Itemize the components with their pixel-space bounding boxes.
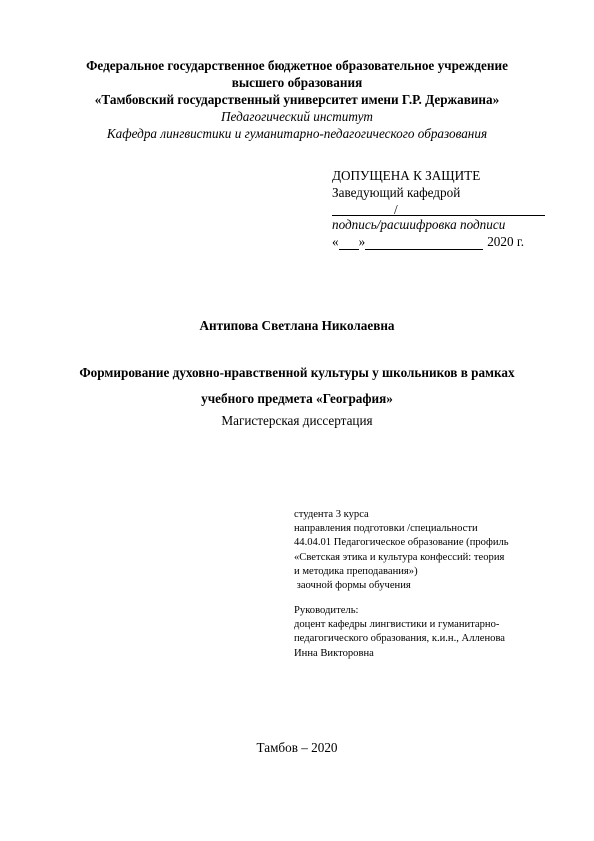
date-line [332,233,547,250]
supervisor-line: Инна Викторовна [294,647,374,659]
signature-name-blank [398,201,545,216]
supervisor-line: доцент кафедры лингвистики и гуманитарно- [294,619,500,631]
student-info-line: «Светская этика и культура конфессий: теория [294,551,505,563]
header-line-5: Кафедра лингвистики и гуманитарно-педагогического образования [106,126,488,141]
student-info-line: направления подготовки /специальности [294,523,478,535]
thesis-title-line-2: учебного предмета «География» [201,391,393,406]
city-year: Тамбов – 2020 [256,740,338,755]
header-line-2: высшего образования [231,75,363,90]
approval-block [332,167,547,250]
signature-blank [332,201,394,216]
supervisor-info [294,604,554,661]
signature-caption: подпись/расшифровка подписи [332,217,506,232]
month-blank [365,235,483,250]
header-line-3: «Тамбовский государственный университет имени Г.Р. Державина» [94,92,500,107]
thesis-type: Магистерская диссертация [221,413,373,428]
institution-header [60,57,534,142]
student-info [294,508,554,593]
thesis-title [60,360,534,412]
student-info-line: заочной формы обучения [294,580,411,592]
student-info-line: студента 3 курса [294,509,369,520]
thesis-title-line-1: Формирование духовно-нравственной культуры у школьников в рамках [79,365,515,380]
signature-slash: / [394,202,398,217]
signature-line [332,201,547,216]
date-year: 2020 г. [487,234,525,249]
header-line-4: Педагогический институт [221,109,373,124]
student-info-line: 44.04.01 Педагогическое образование (профиль [294,537,509,549]
supervisor-line: Руководитель: [294,605,359,616]
date-quote-open: « [332,234,339,249]
student-info-line: и методика преподавания») [294,565,418,577]
date-quote-close: » [358,234,366,249]
approval-title: ДОПУЩЕНА К ЗАЩИТЕ [332,168,481,183]
approval-position: Заведующий кафедрой [332,185,461,200]
author-name: Антипова Светлана Николаевна [199,318,395,333]
supervisor-line: педагогического образования, к.и.н., Алленова [294,633,506,645]
day-blank [339,235,359,250]
header-line-1: Федеральное государственное бюджетное образовательное учреждение [86,58,508,73]
